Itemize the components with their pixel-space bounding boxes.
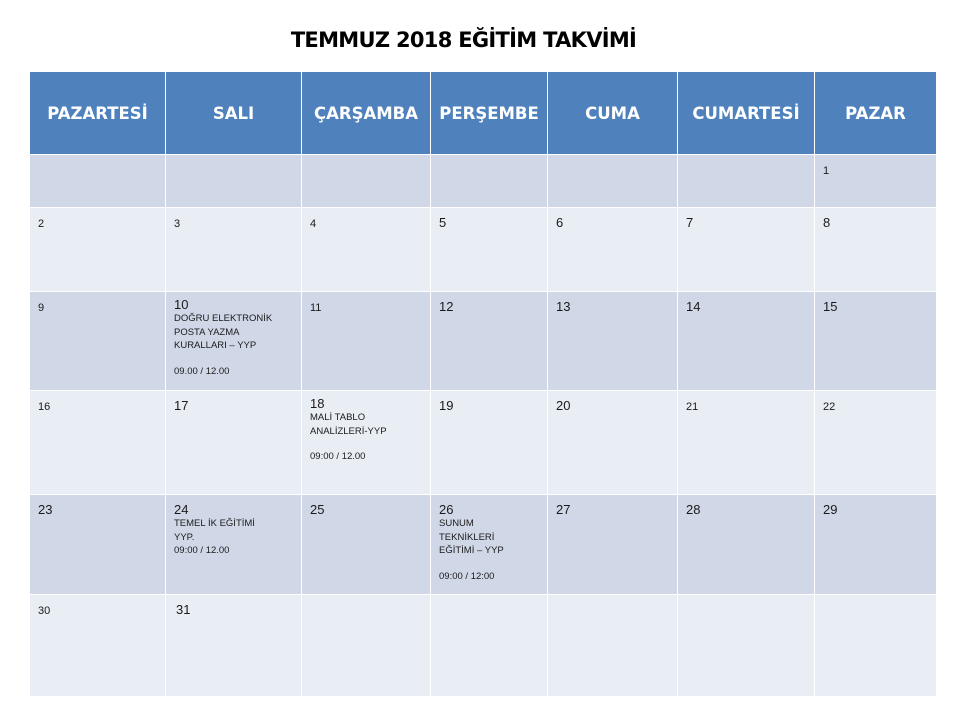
week-row xyxy=(30,155,937,208)
day-cell xyxy=(548,155,678,208)
day-number: 10 xyxy=(174,297,189,312)
day-number: 30 xyxy=(38,605,51,617)
day-cell xyxy=(815,495,937,595)
day-cell xyxy=(431,208,548,292)
day-cell xyxy=(431,391,548,495)
day-cell xyxy=(166,155,302,208)
event-time: 09:00 / 12.00 xyxy=(174,545,230,556)
weekday-header: CUMA xyxy=(548,72,678,155)
event-time: 09.00 / 12.00 xyxy=(174,365,230,377)
event-title-line: YYP. xyxy=(174,531,195,543)
week-row xyxy=(30,495,937,595)
day-cell xyxy=(678,595,815,697)
day-number: 29 xyxy=(823,502,838,517)
event-title-line: MALİ TABLO xyxy=(310,412,366,423)
event-title-line: EĞİTİMİ – YYP xyxy=(439,545,504,556)
event-time: 09:00 / 12:00 xyxy=(439,570,495,582)
event-title-line: DOĞRU ELEKTRONİK xyxy=(174,313,273,324)
day-number: 1 xyxy=(823,165,830,177)
day-cell xyxy=(302,208,431,292)
day-cell xyxy=(548,208,678,292)
day-cell xyxy=(678,208,815,292)
day-number: 19 xyxy=(439,398,454,413)
day-cell xyxy=(166,391,302,495)
day-number: 28 xyxy=(686,502,701,517)
day-cell xyxy=(431,155,548,208)
day-cell xyxy=(302,292,431,391)
weekday-header: ÇARŞAMBA xyxy=(302,72,431,155)
day-cell xyxy=(30,595,166,697)
week-row xyxy=(30,595,937,697)
day-number: 15 xyxy=(823,299,838,314)
day-cell xyxy=(431,292,548,391)
day-number: 6 xyxy=(556,215,564,230)
day-number: 14 xyxy=(686,299,701,314)
day-number: 22 xyxy=(823,401,836,413)
event-title-line: POSTA YAZMA xyxy=(174,326,240,338)
day-cell xyxy=(431,595,548,697)
day-number: 11 xyxy=(310,302,322,314)
day-cell xyxy=(678,391,815,495)
day-number: 26 xyxy=(439,502,454,517)
day-cell xyxy=(815,391,937,495)
day-cell xyxy=(548,495,678,595)
weekday-header: SALI xyxy=(166,72,302,155)
day-cell xyxy=(431,495,548,595)
day-cell xyxy=(302,155,431,208)
day-cell xyxy=(30,495,166,595)
day-cell xyxy=(30,155,166,208)
week-row xyxy=(30,391,937,495)
day-number: 27 xyxy=(556,502,571,517)
day-cell xyxy=(548,292,678,391)
day-cell xyxy=(166,292,302,391)
weekday-header: PAZARTESİ xyxy=(30,72,166,155)
event-title-line: KURALLARI – YYP xyxy=(174,340,257,351)
day-cell xyxy=(302,391,431,495)
day-cell xyxy=(30,391,166,495)
event-title-line: TEKNİKLERİ xyxy=(439,531,495,543)
day-cell xyxy=(815,595,937,697)
day-cell xyxy=(678,292,815,391)
day-number: 18 xyxy=(310,396,325,411)
day-cell xyxy=(678,495,815,595)
day-cell xyxy=(548,391,678,495)
day-cell xyxy=(30,292,166,391)
day-number: 17 xyxy=(174,398,189,413)
day-cell xyxy=(678,155,815,208)
day-cell xyxy=(548,595,678,697)
weekday-header-row xyxy=(30,72,937,155)
day-cell xyxy=(166,208,302,292)
week-row xyxy=(30,208,937,292)
weekday-header: CUMARTESİ xyxy=(678,72,815,155)
day-number: 20 xyxy=(556,398,571,413)
day-number: 2 xyxy=(38,218,45,230)
day-number: 25 xyxy=(310,502,325,517)
weekday-header: PAZAR xyxy=(815,72,937,155)
event-time: 09:00 / 12.00 xyxy=(310,451,366,462)
day-number: 21 xyxy=(686,401,699,413)
calendar-table xyxy=(29,71,937,697)
event-title-line: SUNUM xyxy=(439,518,474,529)
day-number: 5 xyxy=(439,215,447,230)
day-number: 8 xyxy=(823,215,831,230)
day-cell xyxy=(166,595,302,697)
day-number: 13 xyxy=(556,299,571,314)
day-number: 4 xyxy=(310,218,317,230)
day-cell xyxy=(815,155,937,208)
day-number: 12 xyxy=(439,299,454,314)
day-cell xyxy=(166,495,302,595)
day-cell xyxy=(30,208,166,292)
day-cell xyxy=(302,495,431,595)
day-number: 7 xyxy=(686,215,694,230)
weekday-header: PERŞEMBE xyxy=(431,72,548,155)
day-number: 16 xyxy=(38,401,51,413)
day-cell xyxy=(815,208,937,292)
day-cell xyxy=(302,595,431,697)
day-number: 31 xyxy=(176,602,191,617)
event-title-line: TEMEL İK EĞİTİMİ xyxy=(174,518,255,529)
day-number: 24 xyxy=(174,502,189,517)
day-number: 3 xyxy=(174,218,181,230)
day-number: 9 xyxy=(38,302,45,314)
event-title-line: ANALİZLERİ-YYP xyxy=(310,425,387,437)
day-cell xyxy=(815,292,937,391)
day-number: 23 xyxy=(38,502,53,517)
week-row xyxy=(30,292,937,391)
page-title: TEMMUZ 2018 EĞİTİM TAKVİMİ xyxy=(290,28,637,52)
